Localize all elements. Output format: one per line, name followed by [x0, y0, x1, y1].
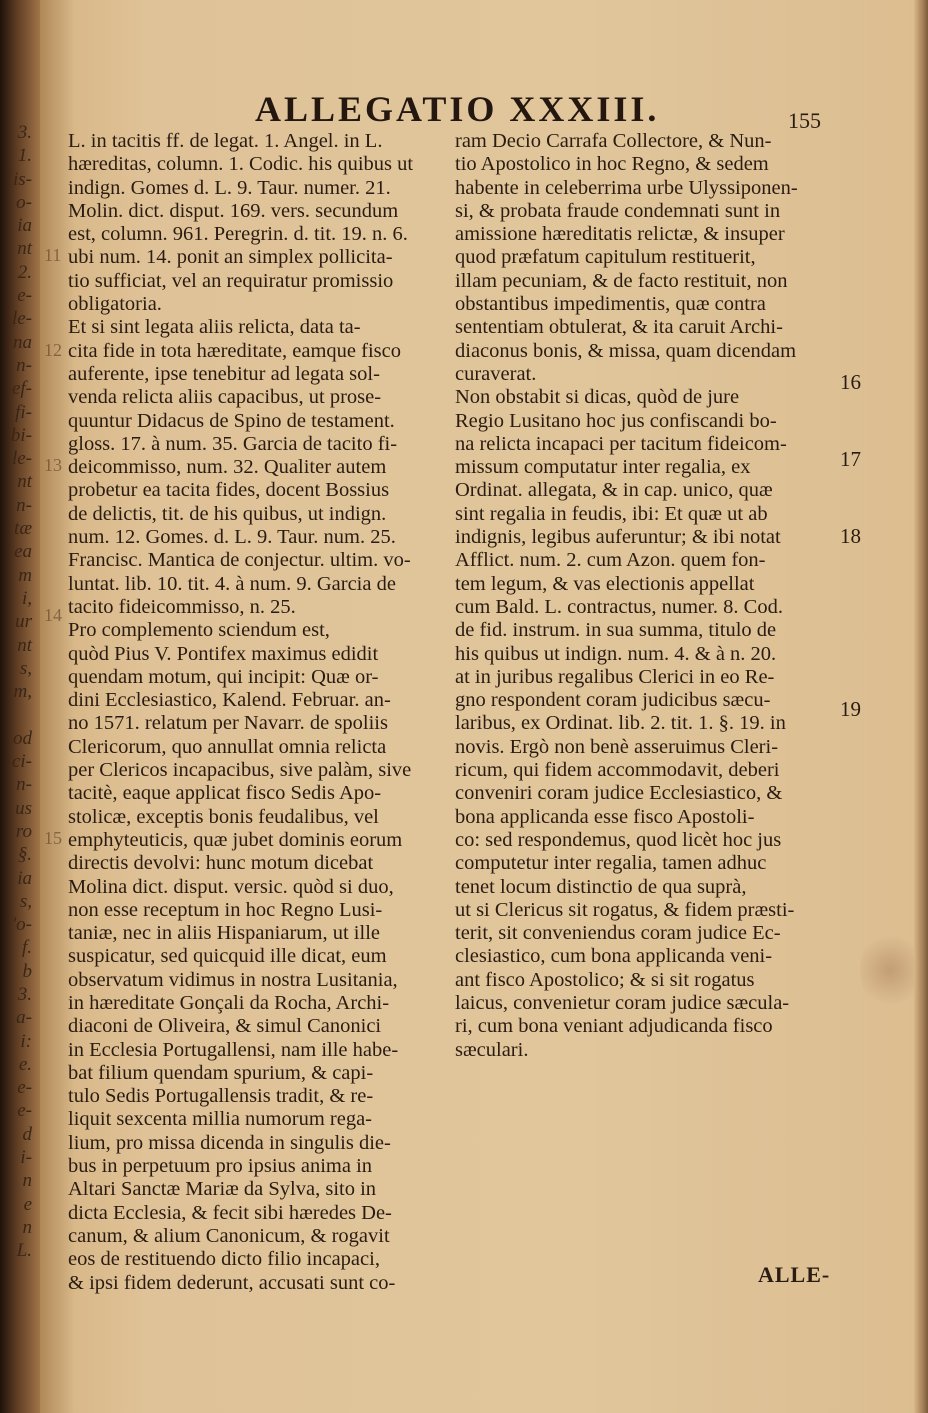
text-line: ut si Clericus sit rogatus, & fidem præsti- [455, 898, 795, 921]
cut-off-text-fragment [0, 702, 34, 725]
text-line: tacitè, eaque applicat fisco Sedis Apo- [68, 782, 382, 805]
text-line: amissione hæreditatis relictæ, & insuper [455, 223, 785, 246]
cut-off-text-fragment: is- [13, 168, 32, 190]
text-line: Non obstabit si dicas, quòd de jure [455, 386, 740, 409]
cut-off-text-fragment: e. [18, 1053, 32, 1075]
cut-off-text-fragment: e- [17, 1077, 32, 1099]
cut-off-text-fragment: n- [16, 354, 32, 376]
cut-off-text-fragment: tæ [14, 518, 32, 540]
margin-note-number: 17 [840, 447, 861, 471]
cut-off-text-fragment: m, [13, 681, 32, 703]
text-line: tio sufficiat, vel an requiratur promissio [68, 269, 394, 292]
cut-off-text-fragment: le- [11, 448, 32, 470]
cut-off-text-fragment: ef- [11, 378, 32, 400]
text-line: tio Apostolico in hoc Regno, & sedem [455, 153, 769, 176]
cut-off-text-fragment: ia [17, 215, 32, 237]
text-line: lium, pro missa dicenda in singulis die- [68, 1131, 391, 1154]
text-line: Clericorum, quo annullat omnia relicta [68, 735, 387, 758]
cut-off-text-fragment: i- [20, 1147, 32, 1169]
text-line: observatum vidimus in nostra Lusitania, [68, 968, 398, 991]
faded-margin-number: 12 [44, 340, 62, 360]
text-line: conveniri coram judice Ecclesiastico, & [455, 782, 783, 805]
cut-off-text-fragment: ia [17, 867, 32, 889]
text-line: at in juribus regalibus Clerici in eo Re- [455, 665, 775, 688]
text-line: diaconus bonis, & missa, quam dicendam [455, 339, 797, 362]
text-line: indign. Gomes d. L. 9. Taur. numer. 21. [68, 176, 391, 199]
cut-off-text-fragment: s, [19, 657, 32, 679]
text-line: L. in tacitis ff. de legat. 1. Angel. in L. [68, 130, 383, 152]
text-line: indignis, legibus auferuntur; & ibi notat [455, 526, 781, 549]
cut-off-text-fragment: od [13, 727, 32, 749]
text-line: ubi num. 14. ponit an simplex pollicita- [68, 246, 393, 269]
faded-margin-number: 14 [44, 605, 62, 625]
text-line: gloss. 17. à num. 35. Garcia de tacito fi- [68, 432, 398, 455]
cut-off-text-fragment: 2. [17, 261, 32, 283]
text-line: Afflict. num. 2. cum Azon. quem fon- [455, 549, 766, 572]
cut-off-text-fragment: s, [19, 890, 32, 912]
text-line: quod præfatum capitulum restituerit, [455, 246, 756, 269]
cut-off-text-fragment: fi- [15, 401, 32, 423]
text-line: auferente, ipse tenebitur ad legata sol- [68, 362, 380, 385]
text-line: cum Bald. L. contractus, numer. 8. Cod. [455, 595, 783, 618]
text-line: luntat. lib. 10. tit. 4. à num. 9. Garcia de [68, 572, 396, 595]
text-line: Pro complemento sciendum est, [68, 619, 330, 642]
text-line: bona applicanda esse fisco Apostoli- [455, 805, 755, 828]
text-line: in Ecclesia Portugallensi, nam ille habe- [68, 1038, 399, 1061]
text-line: liquit sexcenta millia numorum rega- [68, 1108, 372, 1131]
text-line: sint regalia in feudis, ibi: Et quæ ut ab [455, 502, 768, 525]
text-line: diaconi de Oliveira, & simul Canonici [68, 1015, 382, 1038]
margin-note-number: 18 [840, 524, 861, 548]
text-line: novis. Ergò non benè asseruimus Cleri- [455, 735, 779, 758]
cut-off-text-fragment: le- [11, 308, 32, 330]
cut-off-text-fragment: e- [17, 285, 32, 307]
text-line: Molin. dict. disput. 169. vers. secundum [68, 199, 399, 222]
cut-off-text-fragment: m [18, 564, 32, 586]
page-number: 155 [788, 108, 821, 133]
text-line: no 1571. relatum per Navarr. de spoliis [68, 712, 388, 735]
cut-off-text-fragment: ea [14, 541, 32, 563]
text-line: dicta Ecclesia, & fecit sibi hæredes De- [68, 1201, 392, 1224]
text-line: quendam motum, qui incipit: Quæ or- [68, 665, 379, 688]
text-line: emphyteuticis, quæ jubet dominis eorum [68, 828, 403, 851]
text-line: illam pecuniam, & de facto restituit, non [455, 269, 788, 292]
faded-margin-number: 13 [44, 455, 62, 475]
text-line: clesiastico, cum bona applicanda veni- [455, 945, 773, 968]
text-line: tulo Sedis Portugallensis tradit, & re- [68, 1085, 374, 1108]
cut-off-text-fragment: bi- [10, 424, 32, 446]
text-line: bat filium quendam spurium, & capi- [68, 1061, 374, 1084]
text-line: directis devolvi: hunc motum dicebat [68, 852, 374, 875]
left-text-column [68, 130, 443, 1295]
text-line: de delictis, tit. de his quibus, ut indign. [68, 502, 387, 525]
text-line: co: sed respondemus, quod licèt hoc jus [455, 828, 782, 851]
text-line: Francisc. Mantica de conjectur. ultim. vo- [68, 549, 411, 572]
text-line: Et si sint legata aliis relicta, data ta- [68, 316, 361, 339]
previous-page-margin [0, 120, 34, 1262]
text-line: curaverat. [455, 362, 537, 385]
text-line: habente in celeberrima urbe Ulyssiponen- [455, 176, 798, 199]
text-line: ant fisco Apostolico; & si sit rogatus [455, 968, 755, 991]
cut-off-text-fragment: n [22, 1170, 32, 1192]
cut-off-text-fragment: f. [21, 937, 32, 959]
cut-off-text-fragment: e [23, 1193, 32, 1215]
text-line: cita fide in tota hæreditate, eamque fisco [68, 339, 401, 362]
text-line: Ordinat. allegata, & in cap. unico, quæ [455, 479, 773, 502]
text-line: si, & probata fraude condemnati sunt in [455, 199, 781, 222]
text-line: in hæreditate Gonçali da Rocha, Archi- [68, 991, 390, 1014]
text-line: tacito fideicommisso, n. 25. [68, 595, 296, 618]
cut-off-text-fragment: nt [17, 634, 32, 656]
faded-margin-number: 11 [44, 245, 62, 265]
text-line: deicommisso, num. 32. Qualiter autem [68, 456, 387, 479]
text-line: ri, cum bona veniant adjudicanda fisco [455, 1015, 773, 1038]
catchword: ALLE- [758, 1262, 831, 1287]
cut-off-text-fragment: ro [15, 820, 32, 842]
text-line: bus in perpetuum pro ipsius anima in [68, 1155, 373, 1178]
cut-off-text-fragment: na [13, 331, 32, 353]
text-line: obstantibus impedimentis, quæ contra [455, 293, 766, 316]
text-line: & ipsi fidem dederunt, accusati sunt co- [68, 1271, 396, 1294]
text-line: probetur ea tacita fides, docent Bossius [68, 479, 390, 502]
cut-off-text-fragment: i, [21, 587, 32, 609]
cut-off-text-fragment: §. [17, 844, 32, 866]
cut-off-text-fragment: 3. [17, 122, 32, 143]
text-line: Altari Sanctæ Mariæ da Sylva, sito in [68, 1178, 377, 1201]
text-line: venda relicta aliis capacibus, ut prose- [68, 386, 382, 409]
text-line: Regio Lusitano hoc jus confiscandi bo- [455, 409, 777, 432]
text-line: Molina dict. disput. versic. quòd si duo, [68, 875, 394, 898]
text-line: non esse receptum in hoc Regno Lusi- [68, 898, 383, 921]
cut-off-text-fragment: b [22, 960, 32, 982]
text-line: taniæ, nec in aliis Hispaniarum, ut ille [68, 922, 380, 945]
faded-margin-number: 15 [44, 828, 62, 848]
cut-off-text-fragment: a- [16, 1007, 32, 1029]
cut-off-text-fragment: 1. [17, 145, 32, 167]
cut-off-text-fragment: 3. [17, 983, 32, 1005]
text-line: canum, & alium Canonicum, & rogavit [68, 1224, 390, 1247]
cut-off-text-fragment: n [22, 1216, 32, 1238]
cut-off-text-fragment: L. [16, 1240, 32, 1262]
cut-off-text-fragment: d [22, 1123, 32, 1145]
cut-off-text-fragment: ci- [11, 751, 32, 773]
cut-off-text-fragment: ur [15, 611, 32, 633]
cut-off-text-fragment: nt [17, 471, 32, 493]
right-text-column [455, 130, 835, 1062]
text-line: hæreditas, column. 1. Codic. his quibus ut [68, 153, 414, 176]
cut-off-text-fragment: n- [16, 774, 32, 796]
margin-note-number: 16 [840, 370, 861, 394]
text-line: obligatoria. [68, 293, 162, 316]
text-line: eos de restituendo dicto filio incapaci, [68, 1248, 380, 1271]
text-line: sententiam obtulerat, & ita caruit Archi- [455, 316, 783, 339]
cut-off-text-fragment: o- [16, 191, 32, 213]
margin-note-number: 19 [840, 697, 861, 721]
text-line: terit, sit conveniendus coram judice Ec- [455, 922, 781, 945]
text-line: tenet locum distinctio de qua suprà, [455, 875, 747, 898]
text-line: missum computatur inter regalia, ex [455, 456, 751, 479]
page-edge [914, 0, 928, 1413]
text-line: est, column. 961. Peregrin. d. tit. 19. n. 6. [68, 223, 408, 246]
text-line: laicus, convenietur coram judice sæcula- [455, 991, 790, 1014]
text-line: suspicatur, sed quicquid ille dicat, eum [68, 945, 387, 968]
text-line: computetur inter regalia, tamen adhuc [455, 852, 767, 875]
text-line: his quibus ut indign. num. 4. & à n. 20. [455, 642, 777, 665]
text-line: ram Decio Carrafa Collectore, & Nun- [455, 130, 772, 152]
text-line: na relicta incapaci per tacitum fideicom- [455, 432, 787, 455]
text-line: tem legum, & vas electionis appellat [455, 572, 755, 595]
cut-off-text-fragment: nt [17, 238, 32, 260]
text-line: sæculari. [455, 1038, 529, 1061]
paper-stain [860, 930, 920, 1010]
text-line: num. 12. Gomes. d. L. 9. Taur. num. 25. [68, 526, 396, 549]
text-line: dini Ecclesiastico, Kalend. Februar. an- [68, 689, 391, 712]
text-line: stolicæ, exceptis bonis feudalibus, vel [68, 805, 379, 828]
cut-off-text-fragment: 'o- [12, 914, 32, 936]
text-line: quuntur Didacus de Spino de testament. [68, 409, 395, 432]
text-line: laribus, ex Ordinat. lib. 2. tit. 1. §. 19. in [455, 712, 786, 735]
cut-off-text-fragment: e- [17, 1100, 32, 1122]
text-line: quòd Pius V. Pontifex maximus edidit [68, 642, 379, 665]
cut-off-text-fragment: i: [20, 1030, 32, 1052]
text-line: gno respondent coram judicibus sæcu- [455, 689, 771, 712]
page-header-title: ALLEGATIO XXXIII. [255, 89, 660, 129]
text-line: ricum, qui fidem accommodavit, deberi [455, 759, 780, 782]
cut-off-text-fragment: us [15, 797, 32, 819]
cut-off-text-fragment: n- [16, 494, 32, 516]
text-line: per Clericos incapacibus, sive palàm, sive [68, 759, 412, 782]
text-line: de fid. instrum. in sua summa, titulo de [455, 619, 777, 642]
